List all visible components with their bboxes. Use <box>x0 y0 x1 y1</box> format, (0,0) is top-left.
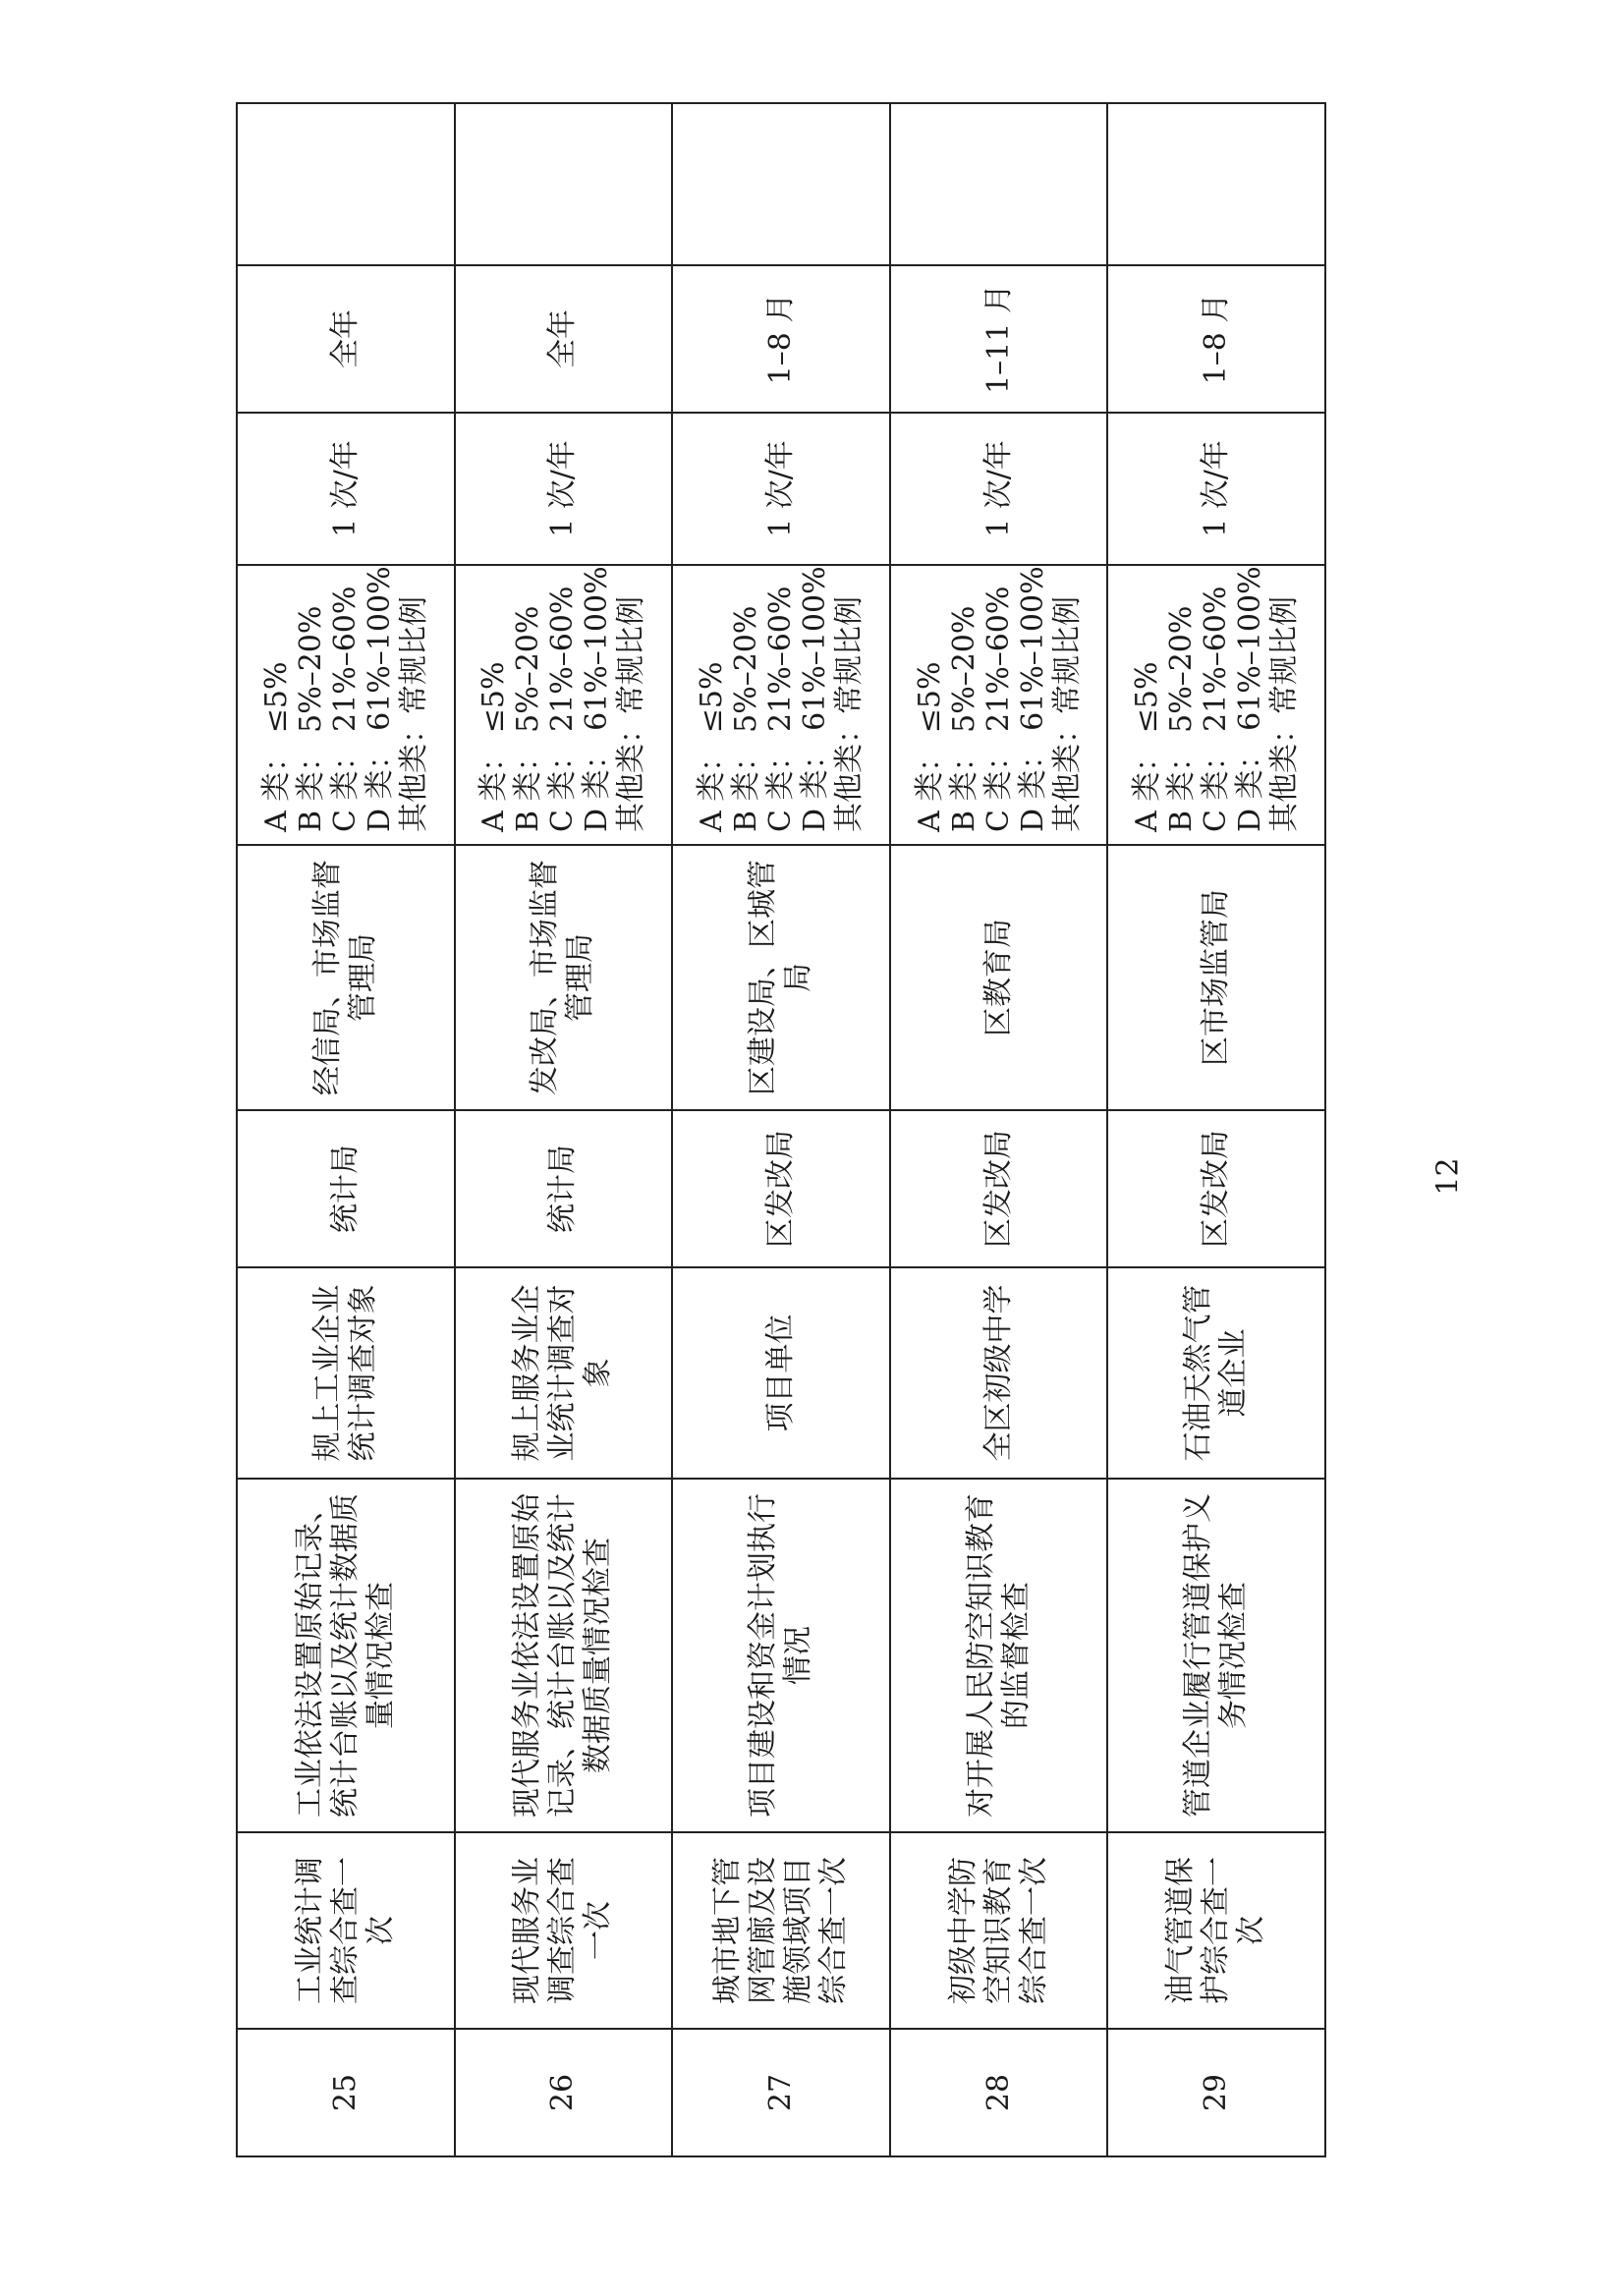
sampling-ratio-line: D 类： 61%–100% <box>1015 566 1050 832</box>
cooperating-department-cell: 发改局、市场监督管理局 <box>455 845 673 1110</box>
cooperating-department-cell: 经信局、市场监督管理局 <box>237 845 455 1110</box>
sampling-ratio-line: D 类： 61%–100% <box>580 566 615 832</box>
cooperating-department-cell: 区教育局 <box>890 845 1108 1110</box>
sampling-ratio-line: C 类： 21%–60% <box>545 586 581 832</box>
time-period-cell: 1–11 月 <box>890 265 1108 413</box>
frequency-cell: 1 次/年 <box>890 413 1108 565</box>
sampling-ratio-list <box>1130 566 1302 832</box>
sampling-ratio-list <box>476 566 648 832</box>
sampling-ratio-line: D 类： 61%–100% <box>797 566 832 832</box>
time-period-cell: 1–8 月 <box>672 265 890 413</box>
inspection-name-cell: 城市地下管网管廊及设施领域项目综合查一次 <box>672 1832 890 2029</box>
sampling-ratio-line: D 类： 61%–100% <box>1233 566 1268 832</box>
inspection-schedule-table <box>236 102 1326 2157</box>
sampling-ratio-cell <box>455 565 673 845</box>
sampling-ratio-line: A 类： ≤5% <box>1130 661 1165 832</box>
row-number-cell: 25 <box>237 2029 455 2156</box>
remarks-cell <box>1107 103 1325 265</box>
frequency-cell: 1 次/年 <box>1107 413 1325 565</box>
sampling-ratio-line: A 类： ≤5% <box>912 661 947 832</box>
remarks-cell <box>455 103 673 265</box>
remarks-cell <box>890 103 1108 265</box>
lead-department-cell: 区发改局 <box>890 1110 1108 1267</box>
sampling-ratio-list <box>913 566 1085 832</box>
inspection-name-cell: 初级中学防空知识教育综合查一次 <box>890 1832 1108 2029</box>
remarks-cell <box>672 103 890 265</box>
lead-department-cell: 区发改局 <box>1107 1110 1325 1267</box>
frequency-cell: 1 次/年 <box>672 413 890 565</box>
sampling-ratio-line: C 类： 21%–60% <box>980 586 1016 832</box>
time-period-cell: 全年 <box>455 265 673 413</box>
inspection-schedule-table-wrap <box>236 284 1624 2112</box>
sampling-ratio-line: B 类： 5%–20% <box>728 605 763 832</box>
frequency-cell: 1 次/年 <box>237 413 455 565</box>
sampling-ratio-line: 其他类：常规比例 <box>396 596 431 832</box>
inspection-target-cell: 项目单位 <box>672 1267 890 1479</box>
sampling-ratio-cell <box>890 565 1108 845</box>
sampling-ratio-line: 其他类：常规比例 <box>614 596 649 832</box>
time-period-cell: 全年 <box>237 265 455 413</box>
sampling-ratio-cell <box>1107 565 1325 845</box>
sampling-ratio-line: A 类： ≤5% <box>258 661 294 832</box>
inspection-target-cell: 石油天然气管道企业 <box>1107 1267 1325 1479</box>
row-number-cell: 27 <box>672 2029 890 2156</box>
table-row <box>890 103 1108 2156</box>
sampling-ratio-line: A 类： ≤5% <box>694 661 729 832</box>
time-period-cell: 1–8 月 <box>1107 265 1325 413</box>
sampling-ratio-list <box>259 566 431 832</box>
sampling-ratio-line: D 类： 61%–100% <box>362 566 397 832</box>
lead-department-cell: 统计局 <box>237 1110 455 1267</box>
sampling-ratio-line: B 类： 5%–20% <box>1164 605 1200 832</box>
sampling-ratio-line: 其他类：常规比例 <box>1049 596 1085 832</box>
inspection-schedule-rotated <box>236 286 1326 2157</box>
table-row <box>455 103 673 2156</box>
inspection-content-cell: 对开展人民防空知识教育的监督检查 <box>890 1479 1108 1832</box>
inspection-target-cell: 全区初级中学 <box>890 1267 1108 1479</box>
table-row <box>672 103 890 2156</box>
remarks-cell <box>237 103 455 265</box>
inspection-target-cell: 规上服务业企业统计调查对象 <box>455 1267 673 1479</box>
inspection-target-cell: 规上工业企业统计调查对象 <box>237 1267 455 1479</box>
sampling-ratio-line: B 类： 5%–20% <box>293 605 328 832</box>
sampling-ratio-line: C 类： 21%–60% <box>327 586 363 832</box>
sampling-ratio-cell <box>672 565 890 845</box>
inspection-name-cell: 油气管道保护综合查一次 <box>1107 1832 1325 2029</box>
row-number-cell: 26 <box>455 2029 673 2156</box>
inspection-content-cell: 项目建设和资金计划执行情况 <box>672 1479 890 1832</box>
sampling-ratio-line: 其他类：常规比例 <box>831 596 867 832</box>
row-number-cell: 28 <box>890 2029 1108 2156</box>
page-number: 12 <box>1430 1157 1466 1196</box>
inspection-name-cell: 工业统计调查综合查一次 <box>237 1832 455 2029</box>
sampling-ratio-list <box>695 566 867 832</box>
inspection-content-cell: 现代服务业依法设置原始记录、统计台账以及统计数据质量情况检查 <box>455 1479 673 1832</box>
sampling-ratio-line: B 类： 5%–20% <box>511 605 546 832</box>
inspection-name-cell: 现代服务业调查综合查一次 <box>455 1832 673 2029</box>
sampling-ratio-line: C 类： 21%–60% <box>762 586 798 832</box>
inspection-content-cell: 管道企业履行管道保护义务情况检查 <box>1107 1479 1325 1832</box>
sampling-ratio-line: B 类： 5%–20% <box>946 605 981 832</box>
lead-department-cell: 统计局 <box>455 1110 673 1267</box>
cooperating-department-cell: 区建设局、区城管局 <box>672 845 890 1110</box>
sampling-ratio-line: A 类： ≤5% <box>476 661 512 832</box>
inspection-content-cell: 工业依法设置原始记录、统计台账以及统计数据质量情况检查 <box>237 1479 455 1832</box>
lead-department-cell: 区发改局 <box>672 1110 890 1267</box>
table-row <box>1107 103 1325 2156</box>
cooperating-department-cell: 区市场监管局 <box>1107 845 1325 1110</box>
row-number-cell: 29 <box>1107 2029 1325 2156</box>
table-row <box>237 103 455 2156</box>
sampling-ratio-line: 其他类：常规比例 <box>1267 596 1303 832</box>
frequency-cell: 1 次/年 <box>455 413 673 565</box>
sampling-ratio-line: C 类： 21%–60% <box>1199 586 1234 832</box>
sampling-ratio-cell <box>237 565 455 845</box>
